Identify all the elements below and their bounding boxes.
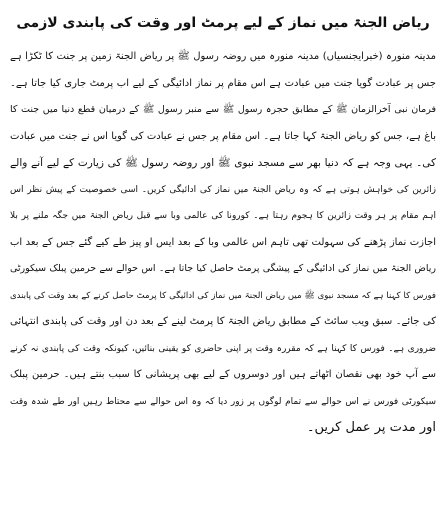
body-line: اجازت نماز پڑھنے کی سہولت تھی تاہم اس عالمی وبا کے بعد ایس او پیز طے کیے گئے جس کے بعد اب (10, 236, 436, 248)
body-line: ضروری ہے۔ فورس کا کہنا ہے کہ مقررہ وقت پر اپنی حاضری کو یقینی بنائیں، کیونکہ وقت کی پابندی نہ کرنے (10, 343, 436, 354)
body-line: زائرین کی خواہش ہوتی ہے کہ وہ ریاض الجنۃ میں نماز کی ادائیگی کریں۔ اسی خصوصیت کے پیش نظر اس (10, 184, 436, 195)
body-line: کی۔ یہی وجہ ہے کہ دنیا بھر سے مسجد نبوی ﷺ اور روضہ رسول ﷺ کی زیارت کے لیے آنے والے (10, 157, 436, 169)
body-line: اہم مقام پر ہر وقت زائرین کا ہجوم رہتا ہے۔ کورونا کی عالمی وبا سے قبل ریاض الجنۃ میں جگہ ملنے پر بلا (10, 211, 436, 221)
body-line: باغ ہے، جس کو ریاض الجنۃ کہا جاتا ہے۔ اس مقام پر جس نے عبادت کی گویا اس نے جنت میں عبادت (10, 130, 436, 142)
body-line: فرمان نبی آخرالزمان ﷺ کے مطابق حجرہ رسول ﷺ سے منبر رسول ﷺ کے درمیان قطع دنیا میں جنت کا (10, 104, 436, 115)
body-line: اور مدت پر عمل کریں۔ (306, 420, 436, 435)
body-line: فورس کا کہنا ہے کہ مسجد نبوی ﷺ میں ریاض الجنۃ میں نماز کی ادائیگی کا پرمٹ حاصل کرنے کے بعد وقت کی پابندی (10, 290, 436, 301)
article-body (10, 44, 436, 442)
body-line: کی جائے۔ سبق ویب سائٹ کے مطابق ریاض الجنۃ کا پرمٹ لینے کے بعد دن اور وقت کی پابندی انتہائی (10, 316, 436, 327)
body-line: سیکورٹی فورس نے اس حوالے سے تمام لوگوں پر زور دیا کہ وہ اس حوالے سے محتاط رہیں اور طے شدہ وقت (10, 396, 436, 407)
body-line: ریاض الجنۃ میں نماز کی ادائیگی کے پیشگی پرمٹ حاصل کیا جاتا ہے۔ اس حوالے سے حرمین پبلک سیکورٹی (10, 263, 436, 274)
body-line: سے آپ خود بھی نقصان اٹھاتے ہیں اور دوسروں کے لیے بھی پریشانی کا سبب بنتے ہیں۔ حرمین پبلک (10, 369, 436, 380)
body-line: مدینہ منورہ (خبرایجنسیاں) مدینہ منورہ میں روضہ رسول ﷺ پر ریاض الجنۃ زمین پر جنت کا ٹکڑا ہے (10, 51, 436, 62)
headline: ریاض الجنۃ میں نماز کے لیے پرمٹ اور وقت کی پابندی لازمی (16, 15, 430, 31)
body-line: جس پر عبادت گویا جنت میں عبادت ہے اس مقام پر نماز ادائیگی کے لیے اب پرمٹ جاری کیا جاتا ہے۔ (10, 77, 436, 89)
